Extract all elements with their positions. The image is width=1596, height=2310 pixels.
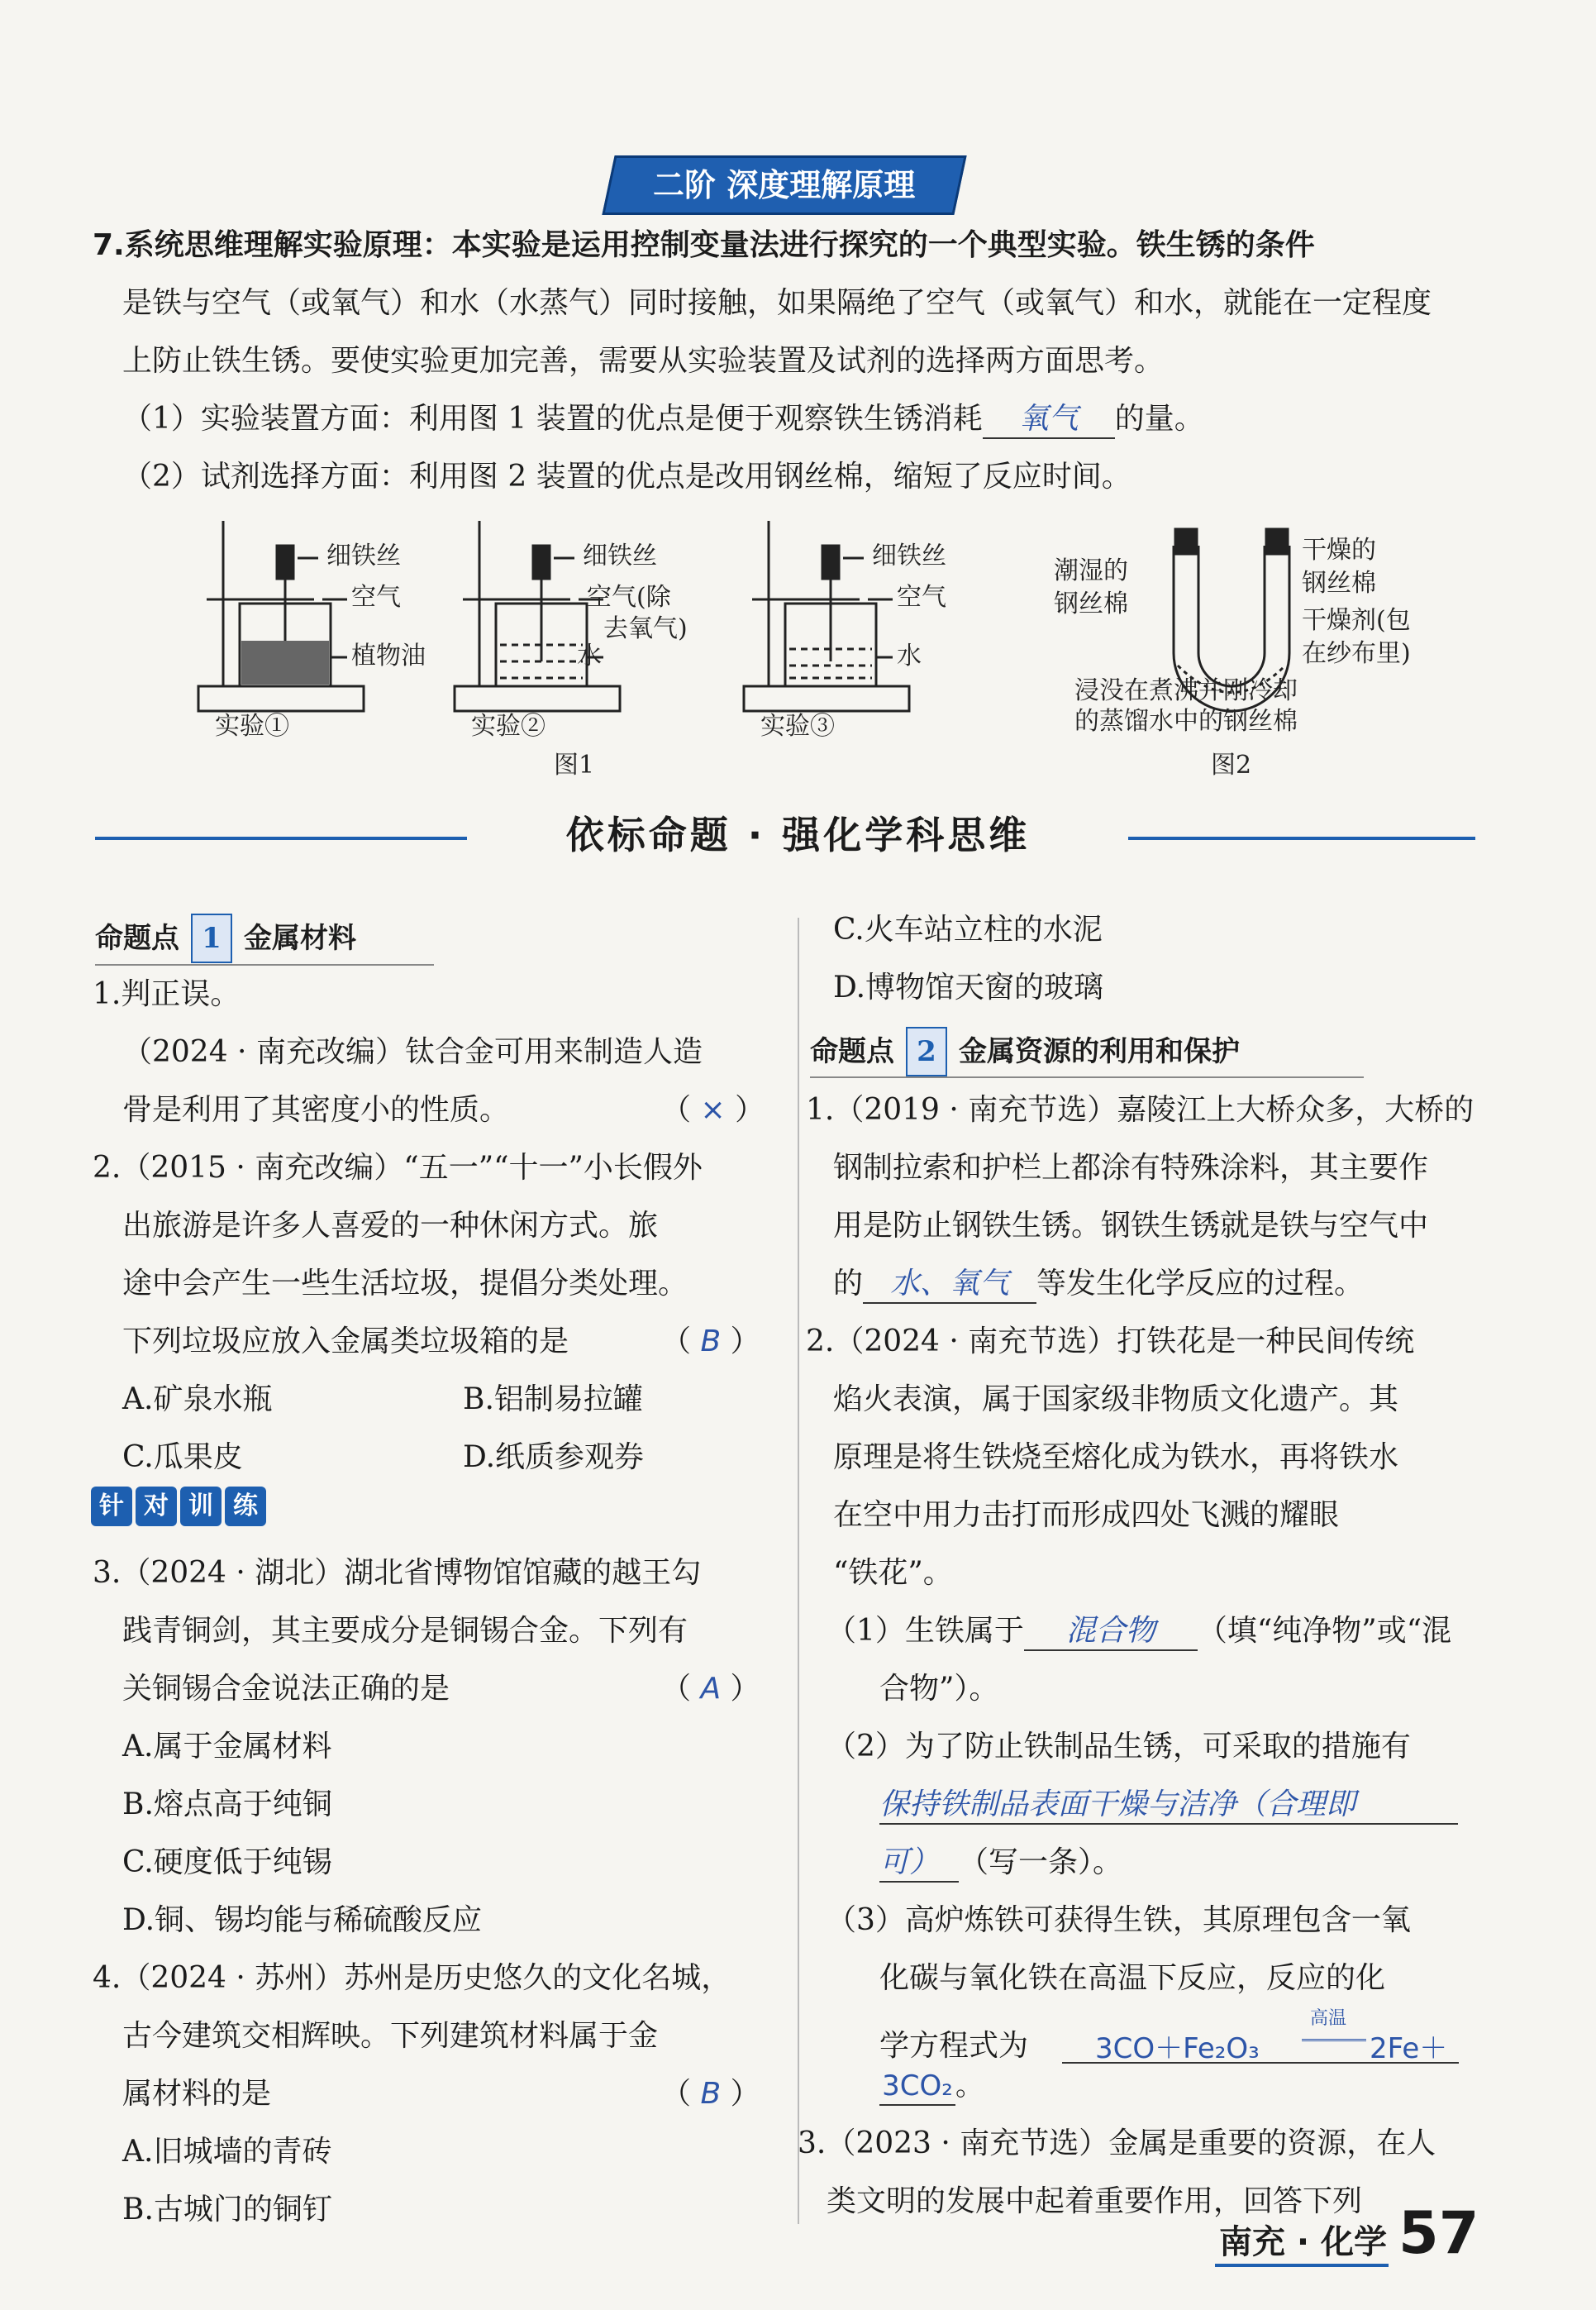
q2-answer: （ B ） [661, 1324, 760, 1358]
exp1-air-label: 空气 [351, 583, 401, 612]
exp2-water-label: 水 [577, 642, 602, 671]
q7-sub1: （1）实验装置方面：利用图 1 装置的优点是便于观察铁生锈消耗 氧气 的量。 [122, 399, 1204, 440]
fig2-desic-label1: 干燥剂(包 [1302, 606, 1411, 635]
q7-sub1-answer: 氧气 [983, 401, 1115, 439]
q3-option-c: C.硬度低于纯锡 [122, 1845, 332, 1879]
r-q2-line5: “铁花”。 [833, 1556, 953, 1590]
r-q2-line2: 焰火表演，属于国家级非物质文化遗产。其 [833, 1382, 1399, 1416]
footer-label: 南充 · 化学 [1219, 2223, 1388, 2261]
q2-line2: 出旅游是许多人喜爱的一种休闲方式。旅 [122, 1209, 659, 1243]
q2-line3: 途中会产生一些生活垃圾，提倡分类处理。 [122, 1267, 688, 1301]
r-q1-line4: 的 水、氧气 等发生化学反应的过程。 [833, 1263, 1364, 1305]
exp1-base [198, 686, 364, 711]
q4-line3: 属材料的是 [122, 2077, 272, 2111]
q3-line1: 3.（2024 · 湖北）湖北省博物馆馆藏的越王勾 [93, 1556, 702, 1590]
q3-option-a: A.属于金属材料 [122, 1730, 332, 1764]
q1-stem: 1.判正误。 [93, 977, 241, 1011]
q7-line3: 上防止铁生锈。要使实验更加完善，需要从实验装置及试剂的选择两方面思考。 [122, 344, 1165, 378]
exp2-wire-label: 细铁丝 [583, 542, 657, 570]
r-q2-sub1: （1）生铁属于 混合物 （填“纯净物”或“混 [827, 1611, 1451, 1652]
topic-point-2: 命题点 2 金属资源的利用和保护 [810, 1027, 1240, 1076]
equation-line1: 3CO＋Fe₂O₃ 高温 2Fe＋ [1062, 2011, 1459, 2064]
r-q2-sub2: （2）为了防止铁制品生锈，可采取的措施有 [827, 1730, 1411, 1764]
q4-option-d: D.博物馆天窗的玻璃 [833, 971, 1104, 1005]
fig2-dry-label1: 干燥的 [1302, 536, 1376, 565]
r-q2-line1: 2.（2024 · 南充节选）打铁花是一种民间传统 [806, 1324, 1415, 1358]
q1-line1: （2024 · 南充改编）钛合金可用来制造人造 [122, 1035, 703, 1069]
q2-option-a: A.矿泉水瓶 [122, 1382, 273, 1416]
q3-option-b: B.熔点高于纯铜 [122, 1787, 332, 1821]
r-q1-line2: 钢制拉索和护栏上都涂有特殊涂料，其主要作 [833, 1151, 1429, 1185]
q4-line2: 古今建筑交相辉映。下列建筑材料属于金 [122, 2019, 659, 2053]
exp3-water-label: 水 [897, 642, 922, 671]
q2-line4: 下列垃圾应放入金属类垃圾箱的是 [122, 1324, 569, 1358]
r-q2-sub2-answer1: 保持铁制品表面干燥与洁净（合理即 [879, 1784, 1458, 1826]
q2-option-c: C.瓜果皮 [122, 1440, 243, 1474]
r-q2-sub3-line3: 学方程式为 [879, 2029, 1029, 2063]
r-q3-line1: 3.（2023 · 南充节选）金属是重要的资源，在人 [798, 2126, 1436, 2160]
page-number: 57 [1398, 2199, 1479, 2267]
exp2-air-label2: 去氧气) [603, 614, 688, 643]
targeted-training-tag: 针 对 训 练 [91, 1487, 266, 1526]
exp3-label: 实验③ [760, 712, 835, 741]
r-q1-line3: 用是防止钢铁生锈。钢铁生锈就是铁与空气中 [833, 1209, 1429, 1243]
r-q2-sub3-line2: 化碳与氧化铁在高温下反应，反应的化 [879, 1961, 1386, 1995]
q3-line3: 关铜锡合金说法正确的是 [122, 1672, 450, 1706]
q3-option-d: D.铜、锡均能与稀硫酸反应 [122, 1903, 483, 1937]
fig2-note2: 的蒸馏水中的钢丝棉 [1074, 707, 1298, 736]
q2-option-d: D.纸质参观券 [463, 1440, 645, 1474]
r-q3-line2: 类文明的发展中起着重要作用，回答下列 [827, 2184, 1363, 2218]
q7-line2: 是铁与空气（或氧气）和水（水蒸气）同时接触，如果隔绝了空气（或氧气）和水，就能在一定程度 [122, 286, 1432, 320]
r-q1-line1: 1.（2019 · 南充节选）嘉陵江上大桥众多，大桥的 [806, 1093, 1475, 1127]
q4-option-a: A.旧城墙的青砖 [122, 2135, 332, 2169]
q2-option-b: B.铝制易拉罐 [463, 1382, 643, 1416]
topic-point-1: 命题点 1 金属材料 [95, 914, 356, 963]
exp1-oil [241, 641, 329, 685]
q3-line2: 践青铜剑，其主要成分是铜锡合金。下列有 [122, 1614, 688, 1648]
exp2-air-label: 空气(除 [587, 583, 671, 612]
r-q2-line4: 在空中用力击打而形成四处飞溅的耀眼 [833, 1498, 1340, 1532]
q3-answer: （ A ） [661, 1672, 760, 1706]
exp3-wire-label: 细铁丝 [872, 542, 946, 570]
figure-apparatus [182, 513, 1422, 794]
r-q2-sub1-answer: 混合物 [1024, 1613, 1198, 1651]
figure1-caption: 图1 [554, 751, 595, 780]
q4-option-b: B.古城门的铜钉 [122, 2193, 332, 2226]
fig2-dry-label2: 钢丝棉 [1302, 569, 1376, 598]
q1-line2: 骨是利用了其密度小的性质。 [122, 1093, 510, 1127]
q4-option-c: C.火车站立柱的水泥 [833, 913, 1103, 947]
equation-line2: 3CO₂。 [879, 2065, 984, 2107]
q4-answer: （ B ） [661, 2077, 760, 2111]
section-title: 依标命题 · 强化学科思维 [565, 813, 1031, 857]
fig2-wet-label2: 钢丝棉 [1054, 589, 1128, 618]
exp1-oil-label: 植物油 [351, 642, 426, 671]
r-q2-line3: 原理是将生铁烧至熔化成为铁水，再将铁水 [833, 1440, 1399, 1474]
fig2-note1: 浸没在煮沸并刚冷却 [1074, 676, 1298, 705]
footer-rule [1215, 2264, 1389, 2267]
q7-sub2: （2）试剂选择方面：利用图 2 装置的优点是改用钢丝棉，缩短了反应时间。 [122, 460, 1131, 494]
figure2-caption: 图2 [1211, 751, 1252, 780]
fig2-wet-label1: 潮湿的 [1054, 556, 1128, 585]
column-divider [798, 918, 799, 2224]
r-q2-sub2-answer2: 可） （写一条）。 [879, 1842, 1122, 1883]
level-banner: 二阶 深度理解原理 [602, 155, 966, 215]
exp1-label: 实验① [215, 712, 289, 741]
q2-line1: 2.（2015 · 南充改编）“五一”“十一”小长假外 [93, 1151, 703, 1185]
exp3-air-label: 空气 [897, 583, 946, 612]
q1-answer: （ × ） [661, 1093, 765, 1127]
r-q2-sub1-line2: 合物”）。 [879, 1672, 999, 1706]
r-q1-answer: 水、氧气 [863, 1266, 1036, 1304]
exp1-wire-label: 细铁丝 [326, 542, 401, 570]
fig2-desic-label2: 在纱布里) [1302, 639, 1411, 668]
q4-line1: 4.（2024 · 苏州）苏州是历史悠久的文化名城， [93, 1961, 731, 1995]
r-q2-sub3-line1: （3）高炉炼铁可获得生铁，其原理包含一氧 [827, 1903, 1411, 1937]
exp2-label: 实验② [471, 712, 545, 741]
q7-line1: 7.系统思维理解实验原理：本实验是运用控制变量法进行探究的一个典型实验。铁生锈的条件 [93, 228, 1315, 262]
